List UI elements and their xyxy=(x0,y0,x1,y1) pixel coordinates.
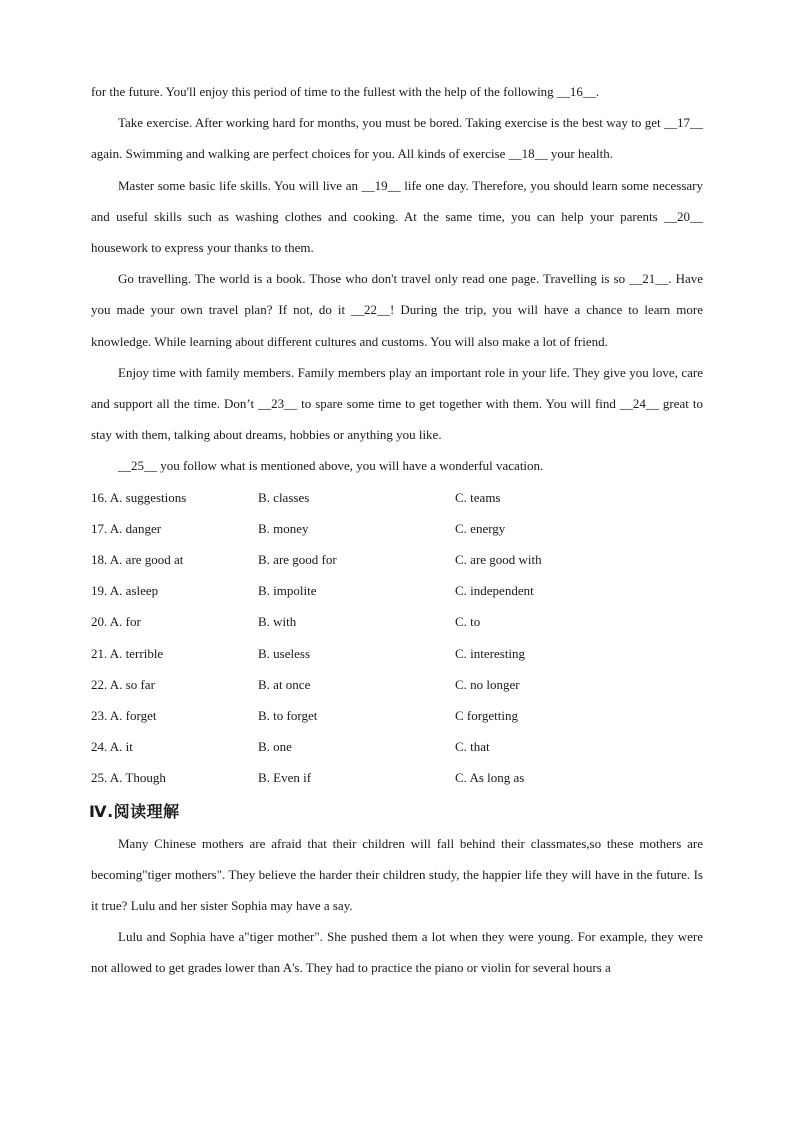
passage-paragraph-family: Enjoy time with family members. Family members play an important role in your life. They give you love, care and support all the time. Don’t __23__ to spare some time to get together with them. You will find __24__ great to stay with them, talking about dreams, hobbies or anything you like. xyxy=(91,364,703,443)
option-row-16 xyxy=(91,482,703,513)
option-b: B. with xyxy=(258,614,297,630)
option-b: B. one xyxy=(258,739,292,755)
passage-paragraph-life-skills: Master some basic life skills. You will live an __19__ life one day. Therefore, you should learn some necessary and useful skills such as washing clothes and cooking. At the same time, you can help your parents __20__ housework to express your thanks to them. xyxy=(91,177,703,256)
answer-options xyxy=(91,482,703,794)
option-c: C. energy xyxy=(455,520,506,536)
option-row-23 xyxy=(91,700,703,731)
option-a: 21. A. terrible xyxy=(91,645,164,661)
document-page xyxy=(91,76,703,984)
option-c: C. independent xyxy=(455,583,534,599)
reading-paragraph-intro: Many Chinese mothers are afraid that their children will fall behind their classmates,so these mothers are becoming"tiger mothers". They believe the harder their children study, the happier life they will have in the future. Is it true? Lulu and her sister Sophia may have a say. xyxy=(91,835,703,913)
option-row-22 xyxy=(91,669,703,700)
option-b: B. useless xyxy=(258,645,310,661)
option-row-25 xyxy=(91,762,703,793)
option-a: 20. A. for xyxy=(91,614,141,630)
option-a: 17. A. danger xyxy=(91,520,162,536)
option-b: B. to forget xyxy=(258,707,318,723)
passage-paragraph-exercise: Take exercise. After working hard for months, you must be bored. Taking exercise is the best way to get __17__ again. Swimming and walking are perfect choices for you. All kinds of exercise __18__ your health. xyxy=(91,115,703,162)
option-c: C. to xyxy=(455,614,481,630)
option-a: 23. A. forget xyxy=(91,707,157,723)
option-row-18 xyxy=(91,544,703,575)
section-heading-reading: Ⅳ.阅读理解 xyxy=(89,801,180,821)
option-row-17 xyxy=(91,513,703,544)
option-a: 24. A. it xyxy=(91,739,133,755)
option-c: C. As long as xyxy=(455,770,525,786)
option-b: B. Even if xyxy=(258,770,312,786)
option-a: 16. A. suggestions xyxy=(91,489,187,505)
option-c: C forgetting xyxy=(455,707,518,723)
passage-paragraph-travelling: Go travelling. The world is a book. Those who don't travel only read one page. Travelling is so __21__. Have you made your own travel plan? If not, do it __22__! During the trip, you will have a chance to learn more knowledge. While learning about different cultures and customs. You will also make a lot of friend. xyxy=(91,271,703,349)
passage-paragraph-conclusion: __25__ you follow what is mentioned above, you will have a wonderful vacation. xyxy=(118,458,544,474)
reading-paragraph-tiger-mother: Lulu and Sophia have a"tiger mother". She pushed them a lot when they were young. For example, they were not allowed to get grades lower than A's. They had to practice the piano or violin for several hours a xyxy=(91,929,703,976)
option-row-21 xyxy=(91,638,703,669)
option-b: B. at once xyxy=(258,676,311,692)
option-c: C. that xyxy=(455,739,490,755)
option-c: C. no longer xyxy=(455,676,520,692)
option-row-20 xyxy=(91,606,703,637)
option-c: C. are good with xyxy=(455,552,542,568)
option-c: C. teams xyxy=(455,489,501,505)
option-a: 22. A. so far xyxy=(91,676,155,692)
option-row-24 xyxy=(91,731,703,762)
option-c: C. interesting xyxy=(455,645,526,661)
option-a: 19. A. asleep xyxy=(91,583,159,599)
option-row-19 xyxy=(91,575,703,606)
passage-continuation-line: for the future. You'll enjoy this period of time to the fullest with the help of the following __16__. xyxy=(91,84,600,99)
option-a: 25. A. Though xyxy=(91,770,166,786)
option-b: B. classes xyxy=(258,489,310,505)
option-b: B. are good for xyxy=(258,552,337,568)
option-b: B. money xyxy=(258,520,309,536)
option-b: B. impolite xyxy=(258,583,317,599)
option-a: 18. A. are good at xyxy=(91,552,184,568)
